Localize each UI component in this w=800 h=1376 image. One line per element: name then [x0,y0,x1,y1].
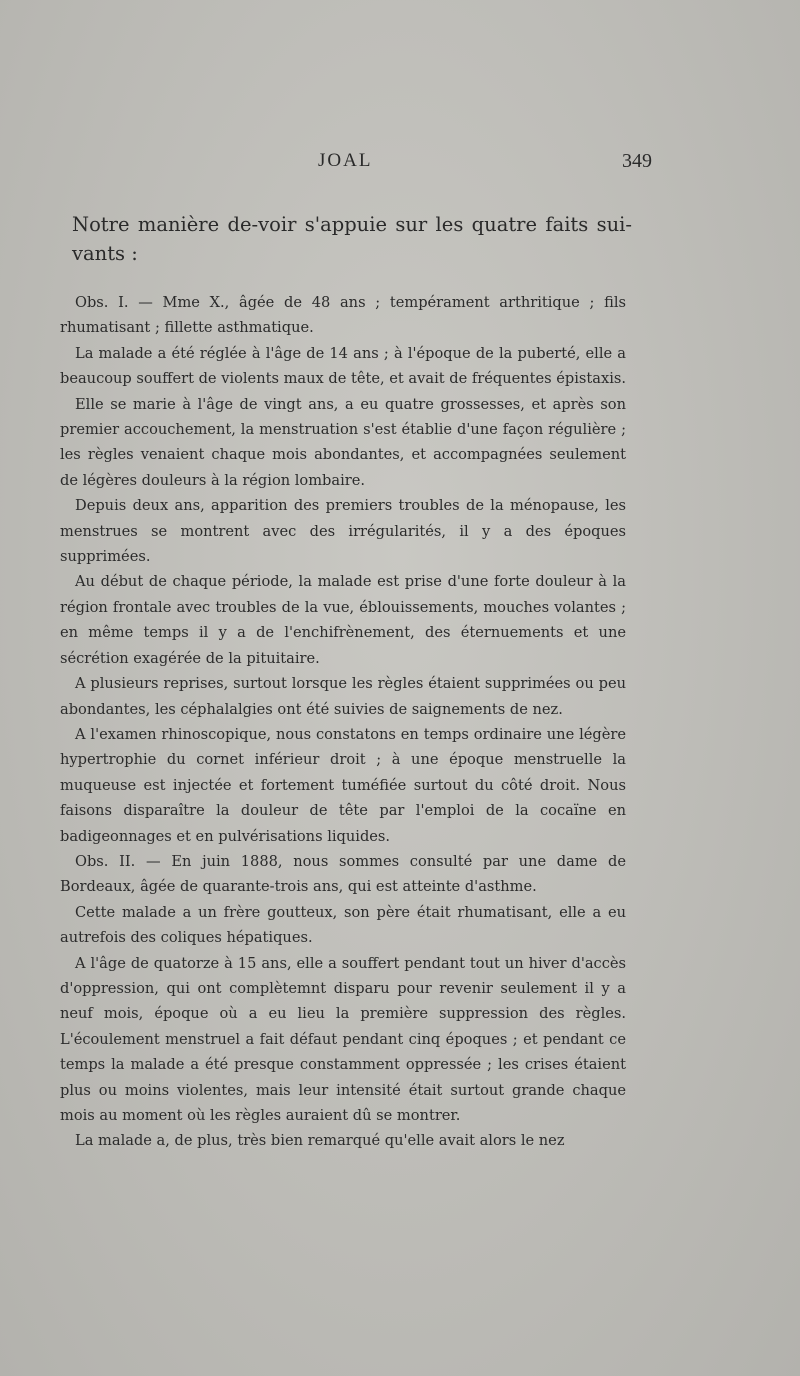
intro-sentence: Notre manière de-voir s'appuie sur les quatre faits sui-vants : [72,212,632,265]
paragraph-obs-1: Obs. I. — Mme X., âgée de 48 ans ; tempérament arthritique ; fils rhumatisant ; fillette asthmatique. [60,294,626,337]
paragraph: Depuis deux ans, apparition des premiers troubles de la ménopause, les menstrues se montrent avec des irrégularités, il y a des époques supprimées. [60,497,626,566]
running-title: JOAL [318,150,373,171]
paragraph: A l'âge de quatorze à 15 ans, elle a souffert pendant tout un hiver d'accès d'oppression, qui ont complètemnt disparu pour revenir seulement il y a neuf mois, époque où a eu lieu la première suppression des règles. L'écoulement menstruel a fait défaut pendant cinq époques ; et pendant ce temps la malade a été presque constamment oppressée ; les crises étaient plus ou moins violentes, mais leur intensité était surtout grande chaque mois au moment où les règles auraient dû se montrer. [60,954,626,1124]
body-text [60,290,626,1154]
page-number: 349 [622,150,652,172]
paragraph: Cette malade a un frère goutteux, son père était rhumatisant, elle a eu autrefois des coliques hépatiques. [60,903,626,947]
paragraph: La malade a, de plus, très bien remarqué qu'elle avait alors le nez [75,1132,565,1150]
page-header [0,150,800,180]
paragraph: La malade a été réglée à l'âge de 14 ans ; à l'époque de la puberté, elle a beaucoup souffert de violents maux de tête, et avait de fréquentes épistaxis. [60,344,627,388]
paragraph: A plusieurs reprises, surtout lorsque les règles étaient supprimées ou peu abondantes, les céphalalgies ont été suivies de saignements de nez. [60,675,626,718]
paragraph: Elle se marie à l'âge de vingt ans, a eu quatre grossesses, et après son premier accouchement, la menstruation s'est établie d'une façon régulière ; les règles venaient chaque mois abondantes, et accompagnées seulement de légères douleurs à la région lombaire. [60,395,626,489]
paragraph: A l'examen rhinoscopique, nous constatons en temps ordinaire une légère hypertrophie du cornet inférieur droit ; à une époque menstruelle la muqueuse est injectée et fortement tuméfiée surtout du côté droit. Nous faisons disparaître la douleur de tête par l'emploi de la cocaïne en badigeonnages et en pulvérisations liquides. [60,725,626,845]
paragraph-obs-2: Obs. II. — En juin 1888, nous sommes consulté par une dame de Bordeaux, âgée de quarante-trois ans, qui est atteinte d'asthme. [60,852,626,896]
paragraph: Au début de chaque période, la malade est prise d'une forte douleur à la région frontale avec troubles de la vue, éblouissements, mouches volantes ; en même temps il y a de l'enchifrènement, des éternuements et une sécrétion exagérée de la pituitaire. [60,573,626,667]
